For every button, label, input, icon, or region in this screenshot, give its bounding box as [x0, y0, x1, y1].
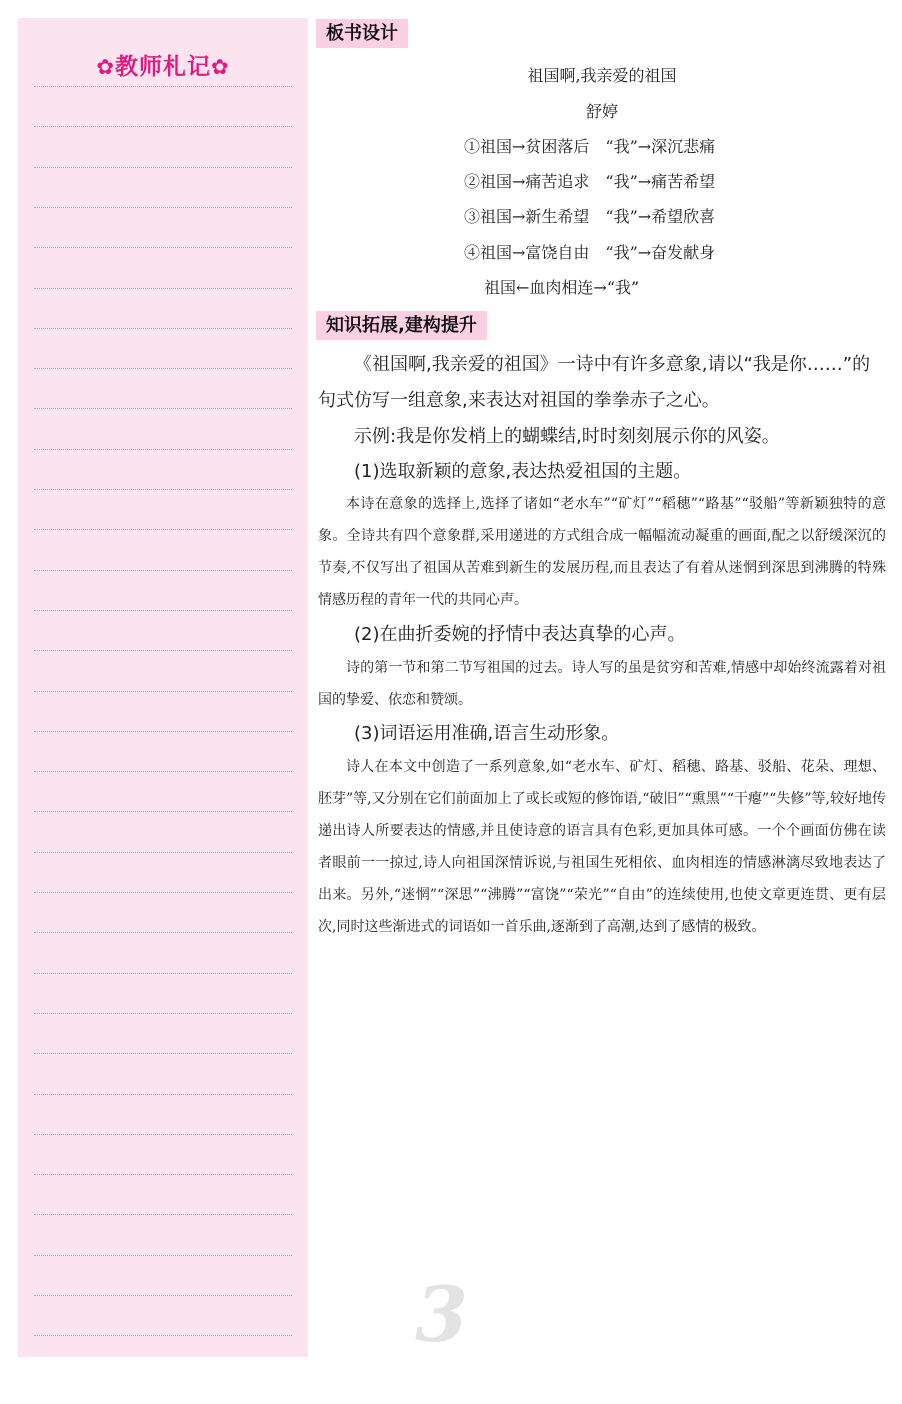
note-line — [34, 1013, 292, 1014]
extension-header: 知识拓展,建构提升 — [316, 311, 487, 340]
board-summary: 祖国←血肉相连→“我” — [484, 278, 640, 297]
note-line — [34, 973, 292, 974]
board-title: 祖国啊,我亲爱的祖国 — [527, 66, 677, 85]
note-line — [34, 1134, 292, 1135]
board-design-header: 板书设计 — [316, 19, 408, 48]
page-number: 3 — [415, 1270, 468, 1359]
note-line — [34, 650, 292, 651]
note-line — [34, 207, 292, 208]
board-row: ②祖国→痛苦追求 “我”→痛苦希望 — [464, 172, 716, 191]
note-line — [34, 489, 292, 490]
board-row: ③祖国→新生希望 “我”→希望欣喜 — [464, 207, 716, 226]
note-line — [34, 1053, 292, 1054]
teacher-notes-panel — [18, 18, 308, 1357]
note-line — [34, 892, 292, 893]
note-line — [34, 86, 292, 87]
note-line — [34, 247, 292, 248]
note-line — [34, 771, 292, 772]
note-line — [34, 852, 292, 853]
point-2-detail: 诗的第一节和第二节写祖国的过去。诗人写的虽是贫穷和苦难,情感中却始终流露着对祖国的挚爱、依恋和赞颂。 — [318, 660, 886, 708]
note-line — [34, 1295, 292, 1296]
board-row: ①祖国→贫困落后 “我”→深沉悲痛 — [464, 137, 716, 156]
note-line — [34, 328, 292, 329]
note-line — [34, 1214, 292, 1215]
flower-right-icon: ✿ — [211, 55, 230, 79]
point-1-detail: 本诗在意象的选择上,选择了诸如“老水车”“矿灯”“稻穗”“路基”“驳船”等新颖独特的意象。全诗共有四个意象群,采用递进的方式组合成一幅幅流动凝重的画面,配之以舒缓深沉的节奏,不仅写出了祖国从苦难到新生的发展历程,而且表达了有着从迷惘到深思到沸腾的特殊情感历程的青年一代的共同心声。 — [318, 496, 886, 608]
note-line — [34, 731, 292, 732]
teacher-notes-label: 教师札记 — [115, 54, 211, 80]
point-3-detail: 诗人在本文中创造了一系列意象,如“老水车、矿灯、稻穗、路基、驳船、花朵、理想、胚芽”等,又分别在它们前面加上了或长或短的修饰语,“破旧”“熏黑”“干瘪”“失修”等,较好地传递出诗人所要表达的情感,并且使诗意的语言具有色彩,更加具体可感。一个个画面仿佛在读者眼前一一掠过,诗人向祖国深情诉说,与祖国生死相依、血肉相连的情感淋漓尽致地表达了出来。另外,“迷惘”“深思”“沸腾”“富饶”“荣光”“自由”的连续使用,也使文章更连贯、更有层次,同时这些渐进式的词语如一首乐曲,逐渐到了高潮,达到了感情的极致。 — [318, 759, 886, 935]
note-line — [34, 408, 292, 409]
note-line — [34, 570, 292, 571]
flower-left-icon: ✿ — [96, 55, 115, 79]
note-line — [34, 1174, 292, 1175]
point-3-heading: (3)词语运用准确,语言生动形象。 — [354, 723, 620, 744]
note-line — [34, 288, 292, 289]
note-line — [34, 811, 292, 812]
extension-intro: 《祖国啊,我亲爱的祖国》一诗中有许多意象,请以“我是你……”的句式仿写一组意象,来表达对祖国的拳拳赤子之心。 — [318, 354, 871, 411]
note-line — [34, 691, 292, 692]
point-1-heading: (1)选取新颖的意象,表达热爱祖国的主题。 — [354, 461, 692, 482]
point-2-heading: (2)在曲折委婉的抒情中表达真挚的心声。 — [354, 624, 686, 645]
board-row: ④祖国→富饶自由 “我”→奋发献身 — [464, 243, 716, 262]
note-line — [34, 529, 292, 530]
note-line — [34, 449, 292, 450]
teacher-notes-title — [18, 48, 308, 81]
note-line — [34, 368, 292, 369]
note-line — [34, 932, 292, 933]
note-line — [34, 1094, 292, 1095]
note-line — [34, 610, 292, 611]
note-line — [34, 1255, 292, 1256]
note-line — [34, 1335, 292, 1336]
board-author: 舒婷 — [585, 102, 618, 121]
note-line — [34, 126, 292, 127]
example-text: 示例:我是你发梢上的蝴蝶结,时时刻刻展示你的风姿。 — [354, 426, 780, 447]
note-line — [34, 167, 292, 168]
